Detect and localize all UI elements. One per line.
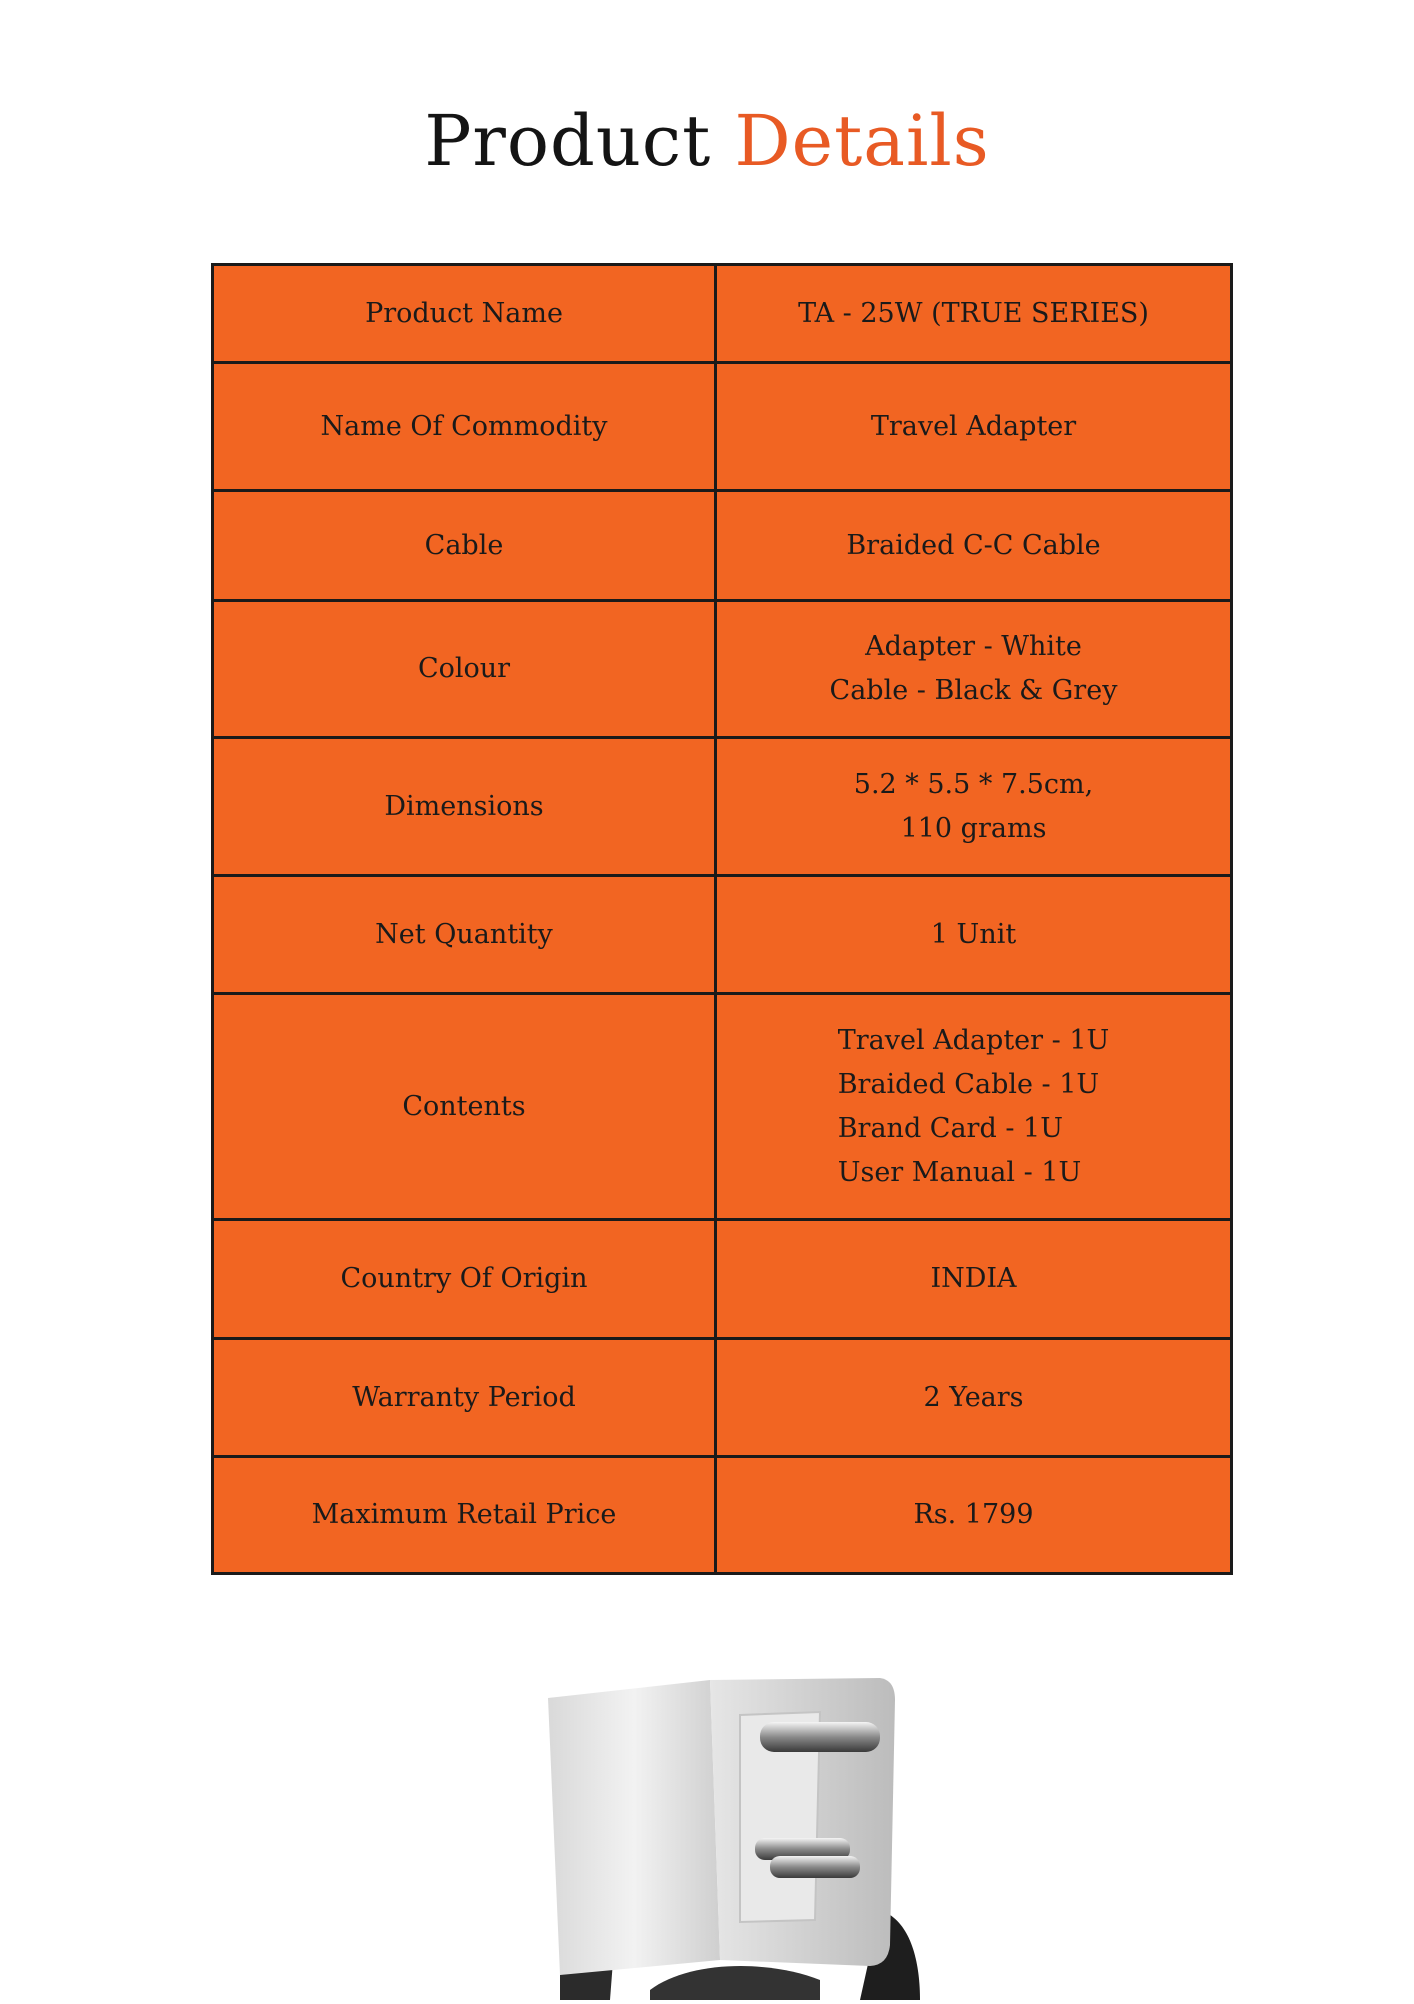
row-label: Name Of Commodity [213, 363, 716, 491]
row-label: Product Name [213, 265, 716, 363]
row-value [716, 994, 1232, 1220]
title-part-1: Product [424, 100, 712, 182]
row-value: TA - 25W (TRUE SERIES) [716, 265, 1232, 363]
row-value: 1 Unit [716, 876, 1232, 994]
table-row [213, 491, 1232, 601]
row-label: Warranty Period [213, 1339, 716, 1457]
row-value: 2 Years [716, 1339, 1232, 1457]
row-value: 5.2 * 5.5 * 7.5cm, 110 grams [716, 738, 1232, 876]
row-label: Country Of Origin [213, 1220, 716, 1339]
table-row [213, 265, 1232, 363]
contents-list: Travel Adapter - 1U Braided Cable - 1U Brand Card - 1U User Manual - 1U [837, 1024, 1110, 1188]
row-value: Rs. 1799 [716, 1457, 1232, 1574]
table-row [213, 738, 1232, 876]
title-part-2: Details [734, 100, 990, 182]
table-row [213, 363, 1232, 491]
adapter-illustration [490, 1660, 950, 2000]
table-row [213, 1339, 1232, 1457]
row-label: Dimensions [213, 738, 716, 876]
table-row [213, 1457, 1232, 1574]
row-value: INDIA [716, 1220, 1232, 1339]
row-value: Adapter - White Cable - Black & Grey [716, 601, 1232, 738]
row-label: Colour [213, 601, 716, 738]
table-row [213, 876, 1232, 994]
page-title [0, 96, 1414, 186]
row-label: Maximum Retail Price [213, 1457, 716, 1574]
row-label: Cable [213, 491, 716, 601]
product-details-table [211, 263, 1233, 1575]
row-value: Braided C-C Cable [716, 491, 1232, 601]
row-value: Travel Adapter [716, 363, 1232, 491]
travel-adapter-photo [490, 1660, 950, 2000]
table-row [213, 601, 1232, 738]
table-row [213, 1220, 1232, 1339]
row-label: Net Quantity [213, 876, 716, 994]
table-row [213, 994, 1232, 1220]
row-label: Contents [213, 994, 716, 1220]
